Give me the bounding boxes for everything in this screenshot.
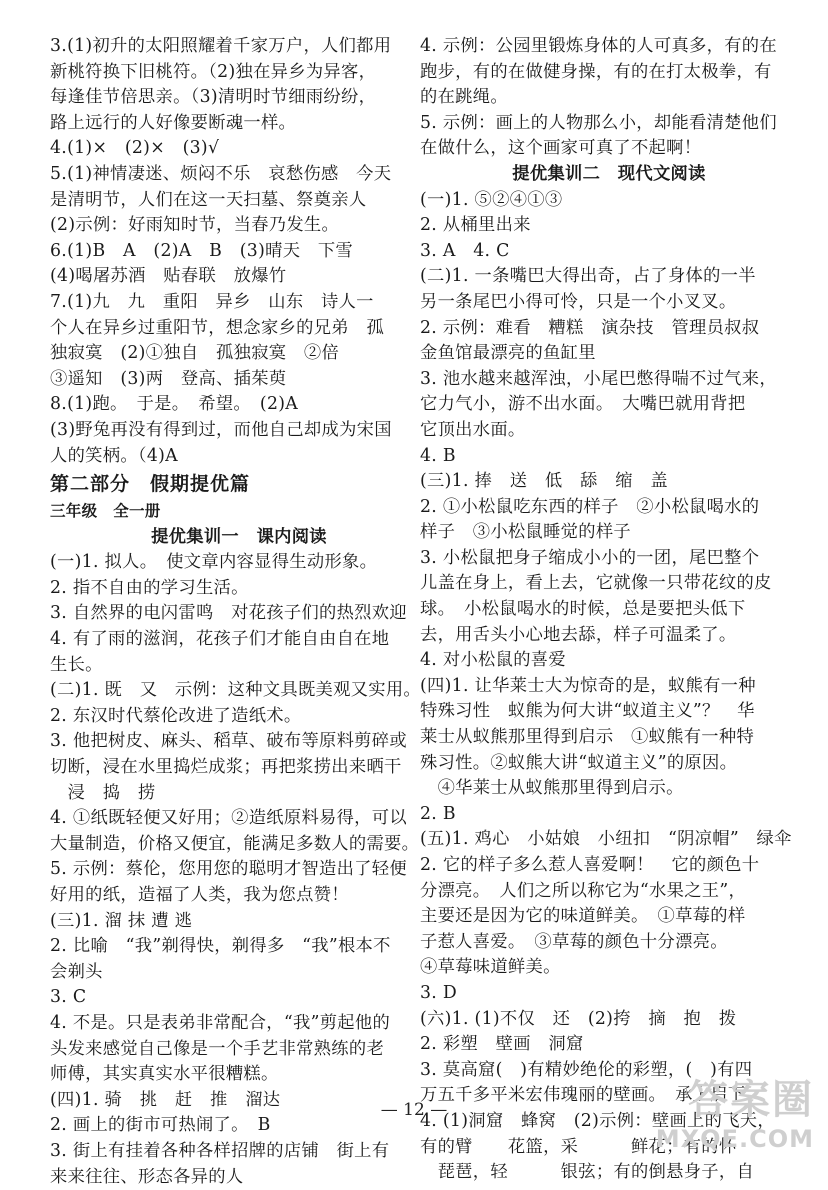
answer-line: 特殊习性 蚁熊为何大讲“蚁道主义”？ 华: [420, 701, 755, 722]
answer-line: 生长。: [50, 654, 103, 675]
watermark-text: 答案圈: [688, 1077, 814, 1123]
answer-line: (2)示例：好雨知时节，当春乃发生。: [50, 215, 340, 236]
right-column: [420, 34, 798, 1186]
answer-line: 它力气小，游不出水面。 大嘴巴就用背把: [420, 394, 746, 415]
answer-line: 路上远行的人好像要断魂一样。: [50, 112, 297, 133]
answer-line: 每逢佳节倍思亲。（3)清明时节细雨纷纷，: [50, 87, 377, 108]
answer-line: 2. 指不自由的学习生活。: [50, 577, 249, 598]
answer-line: 有的臂 花篮，采 鲜花；有的怀: [420, 1136, 737, 1157]
answer-line: 5. 示例：画上的人物那么小，却能看清楚他们: [420, 112, 777, 133]
answer-line: (3)野兔再没有得到过，而他自己却成为宋国: [50, 419, 392, 440]
answer-line: 3. 小松鼠把身子缩成小小的一团，尾巴整个: [420, 547, 760, 568]
answer-line: 4. ①纸既轻便又好用；②造纸原料易得，可以: [50, 808, 407, 829]
answer-line: 新桃符换下旧桃符。（2)独在异乡为异客，: [50, 61, 377, 82]
answer-line: 分漂亮。 人们之所以称它为“水果之王”，: [420, 880, 747, 901]
answer-line: 3. 池水越来越浑浊，小尾巴憋得喘不过气来，: [420, 368, 777, 389]
answer-line: 人的笑柄。（4)A: [50, 445, 178, 466]
answer-line: 5. 示例：蔡伦，您用您的聪明才智造出了轻便: [50, 859, 407, 880]
answer-line: 8.(1)跑。 于是。 希望。 (2)A: [50, 394, 299, 415]
left-column: [50, 34, 428, 1190]
answer-line: (三)1. 捧 送 低 舔 缩 盖: [420, 471, 668, 492]
answer-line: ③遥知 (3)两 登高、插茱萸: [50, 368, 287, 389]
answer-line: 3. C: [50, 987, 87, 1008]
answer-line: 跑步，有的在做健身操，有的在打太极拳，有: [420, 61, 772, 82]
answer-line: 球。 小松鼠喝水的时候，总是要把头低下: [420, 599, 746, 620]
answer-line: 主要还是因为它的味道鲜美。 ①草莓的样: [420, 906, 746, 927]
answer-line: 提优集训二 现代文阅读: [512, 163, 706, 184]
answer-line: 头发来感觉自己像是一个手艺非常熟练的老: [50, 1038, 385, 1059]
answer-line: 在做什么，这个画家可真了不起啊！: [420, 138, 702, 159]
answer-line: 样子 ③小松鼠睡觉的样子: [420, 522, 631, 543]
answer-line: 2. 画上的街市可热闹了。 B: [50, 1115, 271, 1136]
answer-line: 4. 对小松鼠的喜爱: [420, 650, 566, 671]
answer-line: 3. 街上有挂着各种各样招牌的店铺 街上有: [50, 1140, 390, 1161]
answer-line: 万五千多平米宏伟瑰丽的壁画。 承上启下: [420, 1085, 746, 1106]
answer-line: 3. D: [420, 982, 458, 1003]
answer-line: 独寂寞 (2)①独自 孤独寂寞 ②倍: [50, 343, 340, 364]
answer-line: 好用的纸，造福了人类，我为您点赞！: [50, 885, 349, 905]
answer-line: ④华莱士从蚁熊那里得到启示。: [420, 778, 684, 799]
answer-line: (四)1. 骑 挑 赶 推 溜达: [50, 1089, 281, 1110]
answer-line: 4.(1)× (2)× (3)√: [50, 138, 220, 159]
answer-line: (三)1. 溜 抹 遭 逃: [50, 910, 193, 931]
answer-line: 个人在异乡过重阳节，想念家乡的兄弟 孤: [50, 317, 385, 338]
answer-line: 4. 示例：公园里锻炼身体的人可真多，有的在: [420, 36, 777, 56]
answer-line: 的在跳绳。: [420, 87, 508, 108]
answer-line: 3. 自然界的电闪雷鸣 对花孩子们的热烈欢迎: [50, 603, 407, 624]
answer-line: 3. A 4. C: [420, 240, 510, 261]
answer-line: 4. (1)洞窟 蜂窝 (2)示例：壁画上的飞天，: [420, 1110, 775, 1131]
answer-line: (一)1. ⑤②④①③: [420, 189, 563, 210]
answer-line: 殊习性。②蚁熊大讲“蚁道主义”的原因。: [420, 752, 738, 773]
answer-line: 5.(1)神情凄迷、烦闷不乐 哀愁伤感 今天: [50, 163, 392, 184]
answer-line: 来来往往、形态各异的人: [50, 1166, 244, 1187]
answer-line: 4. 不是。只是表弟非常配合，“我”剪起他的: [50, 1012, 391, 1033]
answer-line: 2. 东汉时代蔡伦改进了造纸术。: [50, 705, 302, 726]
answer-line: 浸 捣 捞: [50, 782, 156, 803]
answer-line: ④草莓味道鲜美。: [420, 957, 561, 978]
answer-line: 2. 彩塑 壁画 洞窟: [420, 1034, 584, 1055]
answer-line: 儿盖在身上，看上去，它就像一只带花纹的皮: [420, 573, 772, 594]
answer-line: 2. 从桶里出来: [420, 215, 531, 236]
answer-line: (一)1. 拟人。 使文章内容显得生动形象。: [50, 552, 378, 573]
answer-line: 3. 他把树皮、麻头、稻草、破布等原料剪碎或: [50, 731, 407, 752]
answer-line: (四)1. 让华莱士大为惊奇的是，蚁熊有一种: [420, 675, 756, 696]
answer-line: (五)1. 鸡心 小姑娘 小纽扣 “阴凉帽” 绿伞: [420, 829, 792, 850]
answer-line: 2. B: [420, 803, 456, 824]
answer-line: 3. 莫高窟( )有精妙绝伦的彩塑，( )有四: [420, 1059, 753, 1080]
watermark-logo: [656, 1068, 814, 1153]
page-number: — 12 —: [380, 1100, 448, 1120]
answer-line: (4)喝屠苏酒 贴春联 放爆竹: [50, 266, 287, 287]
answer-line: 4. 有了雨的滋润，花孩子们才能自由自在地: [50, 629, 390, 650]
answer-line: 提优集训一 课内阅读: [151, 526, 327, 547]
answer-line: 切断，浸在水里捣烂成浆；再把浆捞出来晒干: [50, 757, 402, 778]
answer-line: 会剃头: [50, 961, 103, 982]
answer-line: 师傅，其实真实水平很糟糕。: [50, 1064, 279, 1085]
answer-line: 第二部分 假期提优篇: [50, 473, 251, 496]
answer-line: 大量制造，价格又便宜，能满足多数人的需要。: [50, 833, 420, 854]
answer-line: 去，用舌头小心地去舔，样子可温柔了。: [420, 624, 737, 645]
answer-line: 2. 它的样子多么惹人喜爱啊！ 它的颜色十: [420, 855, 760, 875]
answer-line: 2. 比喻 “我”剃得快，剃得多 “我”根本不: [50, 936, 391, 957]
answer-line: 2. ①小松鼠吃东西的样子 ②小松鼠喝水的: [420, 496, 760, 517]
answer-line: 子惹人喜爱。 ③草莓的颜色十分漂亮。: [420, 931, 728, 952]
answer-line: 莱士从蚁熊那里得到启示 ①蚁熊有一种特: [420, 727, 755, 748]
answer-line: 是清明节，人们在这一天扫墓、祭奠亲人: [50, 189, 367, 210]
answer-line: (二)1. 一条嘴巴大得出奇，占了身体的一半: [420, 266, 756, 287]
answer-line: 6.(1)B A (2)A B (3)晴天 下雪: [50, 240, 354, 261]
answer-line: 它顶出水面。: [420, 419, 526, 440]
answer-line: 三年级 全一册: [50, 502, 161, 521]
answer-line: 4. B: [420, 445, 456, 466]
answer-line: (六)1. (1)不仅 还 (2)挎 摘 抱 拨: [420, 1008, 737, 1029]
answer-line: 另一条尾巴小得可怜，只是一个小叉叉。: [420, 291, 737, 312]
answer-line: 金鱼馆最漂亮的鱼缸里: [420, 343, 596, 364]
watermark-url: MXQE.COM: [655, 1125, 814, 1153]
answer-line: 3.(1)初升的太阳照耀着千家万户，人们都用: [50, 36, 392, 56]
answer-line: 琵琶，轻 银弦；有的倒悬身子，自: [420, 1162, 755, 1183]
answer-line: (二)1. 既 又 示例：这种文具既美观又实用。: [50, 680, 422, 701]
answer-line: 7.(1)九 九 重阳 异乡 山东 诗人一: [50, 291, 374, 312]
answer-line: 2. 示例：难看 糟糕 演杂技 管理员叔叔: [420, 317, 760, 338]
